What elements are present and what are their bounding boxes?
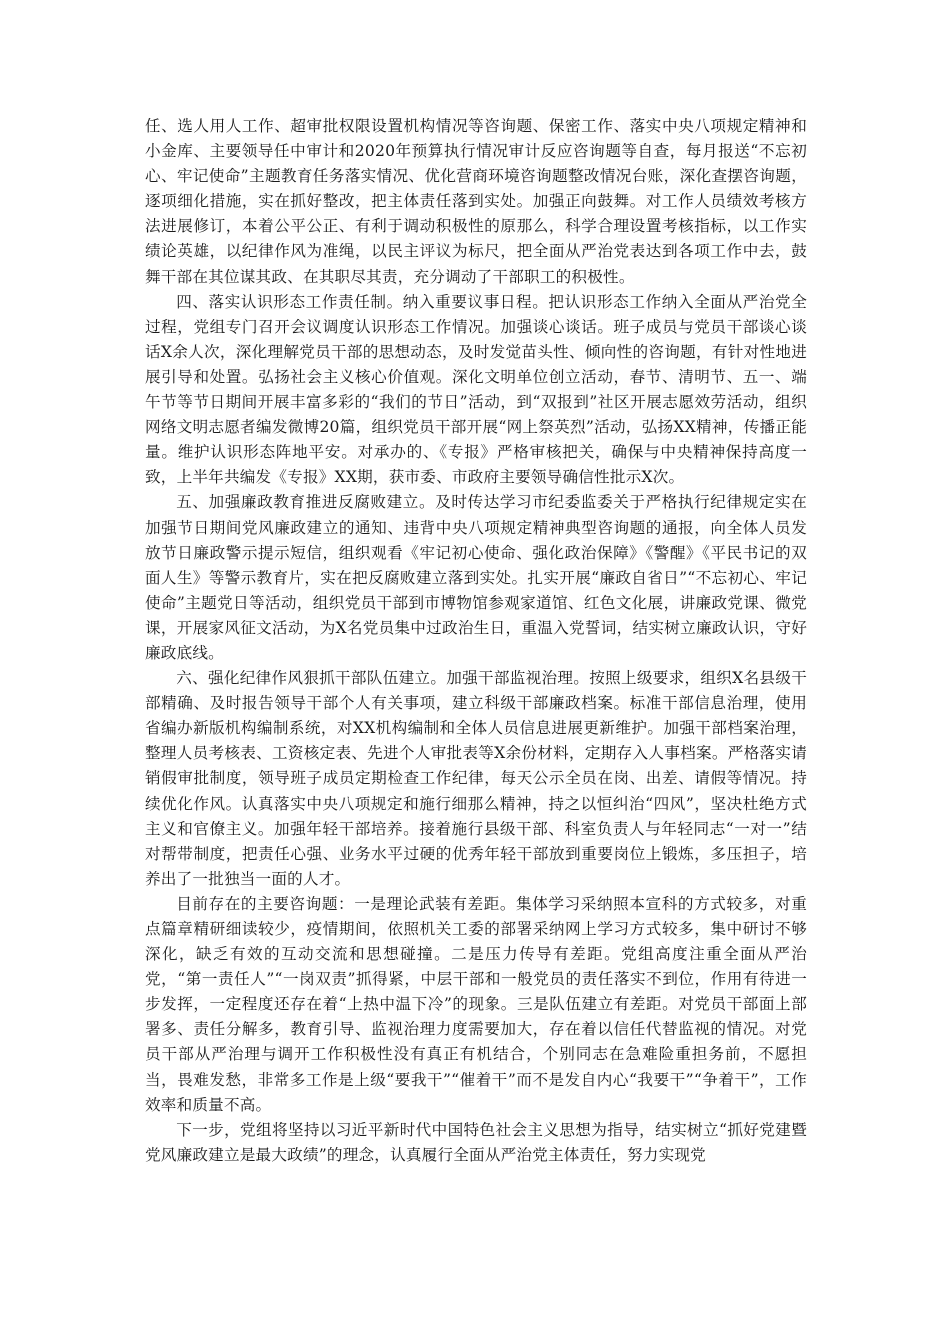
document-body xyxy=(145,114,807,1168)
paragraph-section-six: 六、强化纪律作风狠抓干部队伍建立。加强干部监视治理。按照上级要求，组织X名县级干部精确、及时报告领导干部个人有关事项，建立科级干部廉政档案。标准干部信息治理，使用省编办新版机构编制系统，对XX机构编制和全体人员信息进展更新维护。加强干部档案治理，整理人员考核表、工资核定表、先进个人审批表等X余份材料，定期存入人事档案。严格落实请销假审批制度，领导班子成员定期检查工作纪律，每天公示全员在岗、出差、请假等情况。持续优化作风。认真落实中央八项规定和施行细那么精神，持之以恒纠治“四风”，坚决杜绝方式主义和官僚主义。加强年轻干部培养。接着施行县级干部、科室负责人与年轻同志“一对一”结对帮带制度，把责任心强、业务水平过硬的优秀年轻干部放到重要岗位上锻炼，多压担子，培养出了一批独当一面的人才。 xyxy=(145,669,807,888)
paragraph-continuation: 任、选人用人工作、超审批权限设置机构情况等咨询题、保密工作、落实中央八项规定精神和小金库、主要领导任中审计和2020年预算执行情况审计反应咨询题等自查，每月报送“不忘初心、牢记使命”主题教育任务落实情况、优化营商环境咨询题整改情况台账，深化查摆咨询题，逐项细化措施，实在抓好整改，把主体责任落到实处。加强正向鼓舞。对工作人员绩效考核方法进展修订，本着公平公正、有利于调动积极性的原那么，科学合理设置考核指标，以工作实绩论英雄，以纪律作风为准绳，以民主评议为标尺，把全面从严治党表达到各项工作中去，鼓舞干部在其位谋其政、在其职尽其责，充分调动了干部职工的积极性。 xyxy=(145,117,807,286)
paragraph-next-steps: 下一步，党组将坚持以习近平新时代中国特色社会主义思想为指导，结实树立“抓好党建暨党风廉政建立是最大政绩”的理念，认真履行全面从严治党主体责任，努力实现党 xyxy=(145,1120,807,1164)
paragraph-section-four: 四、落实认识形态工作责任制。纳入重要议事日程。把认识形态工作纳入全面从严治党全过程，党组专门召开会议调度认识形态工作情况。加强谈心谈话。班子成员与党员干部谈心谈话X余人次，深化理解党员干部的思想动态，及时发觉苗头性、倾向性的咨询题，有针对性地进展引导和处置。弘扬社会主义核心价值观。深化文明单位创立活动，春节、清明节、五一、端午节等节日期间开展丰富多彩的“我们的节日”活动，到“双报到”社区开展志愿效劳活动，组织网络文明志愿者编发微博20篇，组织党员干部开展“网上祭英烈”活动，弘扬XX精神，传播正能量。维护认识形态阵地平安。对承办的、《专报》严格审核把关，确保与中央精神保持高度一致，上半年共编发《专报》XX期，获市委、市政府主要领导确信性批示X次。 xyxy=(145,292,807,487)
paragraph-section-five: 五、加强廉政教育推进反腐败建立。及时传达学习市纪委监委关于严格执行纪律规定实在加强节日期间党风廉政建立的通知、违背中央八项规定精神典型咨询题的通报，向全体人员发放节日廉政警示提示短信，组织观看《牢记初心使命、强化政治保障》《警醒》《平民书记的双面人生》等警示教育片，实在把反腐败建立落到实处。扎实开展“廉政自省日”“不忘初心、牢记使命”主题党日等活动，组织党员干部到市博物馆参观家道馆、红色文化展，讲廉政党课、微党课，开展家风征文活动，为X名党员集中过政治生日，重温入党誓词，结实树立廉政认识，守好廉政底线。 xyxy=(145,493,807,662)
paragraph-existing-problems: 目前存在的主要咨询题：一是理论武装有差距。集体学习采纳照本宣科的方式较多，对重点篇章精研细读较少，疫情期间，依照机关工委的部署采纳网上学习方式较多，集中研讨不够深化，缺乏有效的互动交流和思想碰撞。二是压力传导有差距。党组高度注重全面从严治党，“第一责任人”“一岗双责”抓得紧，中层干部和一般党员的责任落实不到位，作用有待进一步发挥，一定程度还存在着“上热中温下冷”的现象。三是队伍建立有差距。对党员干部面上部署多、责任分解多，教育引导、监视治理力度需要加大，存在着以信任代替监视的情况。对党员干部从严治理与调开工作积极性没有真正有机结合，个别同志在急难险重担务前，不愿担当，畏难发愁，非常多工作是上级“要我干”“催着干”而不是发自内心“我要干”“争着干”，工作效率和质量不高。 xyxy=(145,894,807,1114)
